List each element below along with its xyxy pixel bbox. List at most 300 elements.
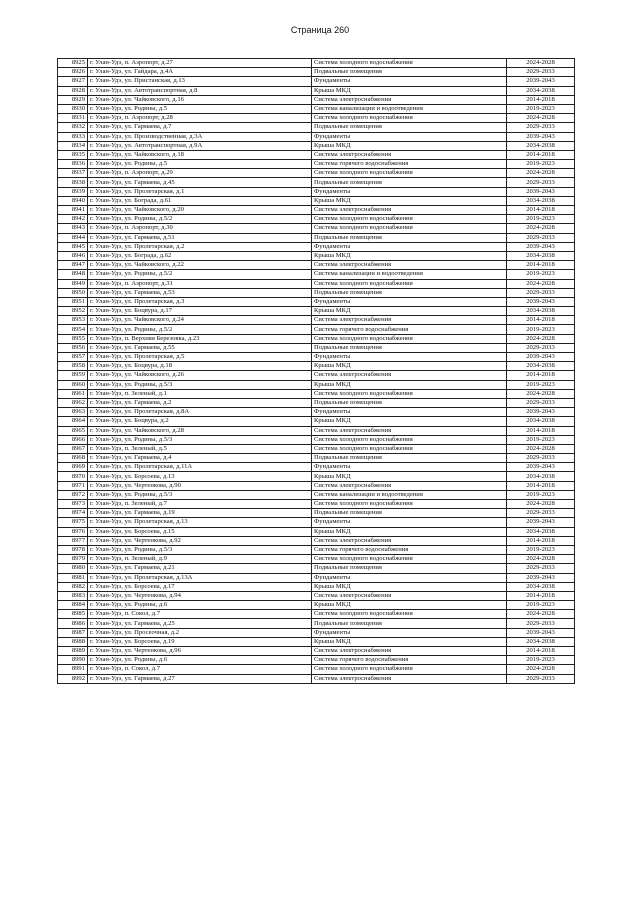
- row-number: 8939: [58, 187, 88, 196]
- table-row: [58, 353, 575, 362]
- row-work-type: Крыша МКД: [312, 141, 507, 150]
- row-work-type: Система горячего водоснабжения: [312, 545, 507, 554]
- row-address: г. Улан-Удэ, ул. Родины, д.5/3: [88, 545, 312, 554]
- row-number: 8978: [58, 545, 88, 554]
- row-period: 2024-2028: [507, 389, 575, 398]
- row-period: 2024-2028: [507, 610, 575, 619]
- row-address: г. Улан-Удэ, ул. Бограда, д.61: [88, 196, 312, 205]
- row-period: 2014-2018: [507, 316, 575, 325]
- row-work-type: Фундаменты: [312, 297, 507, 306]
- table-row: [58, 77, 575, 86]
- row-period: 2039-2043: [507, 518, 575, 527]
- row-address: г. Улан-Удэ, ул. Бограда, д.62: [88, 251, 312, 260]
- row-work-type: Система холодного водоснабжения: [312, 555, 507, 564]
- row-number: 8930: [58, 104, 88, 113]
- row-work-type: Система электроснабжения: [312, 206, 507, 215]
- table-row: [58, 518, 575, 527]
- table-row: [58, 141, 575, 150]
- table-body: [58, 59, 575, 684]
- row-period: 2034-2038: [507, 582, 575, 591]
- row-work-type: Подвальные помещения: [312, 68, 507, 77]
- row-work-type: Фундаменты: [312, 628, 507, 637]
- row-period: 2024-2028: [507, 334, 575, 343]
- table-row: [58, 307, 575, 316]
- table-row: [58, 591, 575, 600]
- row-period: 2019-2023: [507, 601, 575, 610]
- row-work-type: Система электроснабжения: [312, 591, 507, 600]
- row-period: 2029-2033: [507, 233, 575, 242]
- row-address: г. Улан-Удэ, ул. Борсоева, д.15: [88, 527, 312, 536]
- row-period: 2024-2028: [507, 169, 575, 178]
- row-number: 8981: [58, 573, 88, 582]
- page-title: Страница 260: [290, 25, 350, 35]
- table-row: [58, 206, 575, 215]
- row-address: г. Улан-Удэ, ул. Гармаева, д.19: [88, 509, 312, 518]
- row-address: г. Улан-Удэ, п. Зеленый, д.9: [88, 555, 312, 564]
- table-row: [58, 573, 575, 582]
- row-period: 2039-2043: [507, 463, 575, 472]
- row-number: 8946: [58, 251, 88, 260]
- row-period: 2024-2028: [507, 279, 575, 288]
- row-work-type: Подвальные помещения: [312, 343, 507, 352]
- row-number: 8982: [58, 582, 88, 591]
- table-row: [58, 233, 575, 242]
- row-address: г. Улан-Удэ, ул. Пролетарская, д.1: [88, 187, 312, 196]
- row-period: 2014-2018: [507, 591, 575, 600]
- row-period: 2019-2023: [507, 435, 575, 444]
- row-address: г. Улан-Удэ, п. Сокол, д.7: [88, 665, 312, 674]
- table-row: [58, 555, 575, 564]
- row-work-type: Фундаменты: [312, 242, 507, 251]
- row-number: 8984: [58, 601, 88, 610]
- row-period: 2024-2028: [507, 59, 575, 68]
- table-row: [58, 628, 575, 637]
- row-number: 8937: [58, 169, 88, 178]
- row-work-type: Фундаменты: [312, 132, 507, 141]
- row-work-type: Подвальные помещения: [312, 178, 507, 187]
- table-row: [58, 408, 575, 417]
- row-address: г. Улан-Удэ, ул. Гармаева, д.53: [88, 288, 312, 297]
- row-number: 8960: [58, 380, 88, 389]
- table-row: [58, 637, 575, 646]
- row-number: 8979: [58, 555, 88, 564]
- table-row: [58, 619, 575, 628]
- table-row: [58, 674, 575, 683]
- row-address: г. Улан-Удэ, п. Зеленый, д.7: [88, 500, 312, 509]
- row-address: г. Улан-Удэ, ул. Производственная, д.3А: [88, 132, 312, 141]
- row-work-type: Система холодного водоснабжения: [312, 444, 507, 453]
- row-address: г. Улан-Удэ, ул. Гармаева, д.51: [88, 233, 312, 242]
- table-row: [58, 656, 575, 665]
- row-number: 8947: [58, 261, 88, 270]
- row-number: 8992: [58, 674, 88, 683]
- row-number: 8959: [58, 371, 88, 380]
- table-row: [58, 187, 575, 196]
- row-number: 8955: [58, 334, 88, 343]
- row-address: г. Улан-Удэ, ул. Родины, д.5/3: [88, 435, 312, 444]
- row-number: 8934: [58, 141, 88, 150]
- table-row: [58, 59, 575, 68]
- row-period: 2034-2038: [507, 527, 575, 536]
- row-work-type: Система электроснабжения: [312, 316, 507, 325]
- row-work-type: Крыша МКД: [312, 86, 507, 95]
- row-work-type: Система горячего водоснабжения: [312, 325, 507, 334]
- row-address: г. Улан-Удэ, ул. Родины, д.5/3: [88, 380, 312, 389]
- row-work-type: Система электроснабжения: [312, 674, 507, 683]
- row-period: 2034-2038: [507, 196, 575, 205]
- table-row: [58, 435, 575, 444]
- row-address: г. Улан-Удэ, ул. Пролетарская, д.2: [88, 242, 312, 251]
- row-work-type: Крыша МКД: [312, 251, 507, 260]
- row-address: г. Улан-Удэ, ул. Родины, д.5: [88, 104, 312, 113]
- table-row: [58, 371, 575, 380]
- table-row: [58, 178, 575, 187]
- row-address: г. Улан-Удэ, ул. Гармаева, д.2: [88, 398, 312, 407]
- row-number: 8985: [58, 610, 88, 619]
- row-work-type: Система холодного водоснабжения: [312, 59, 507, 68]
- row-number: 8968: [58, 454, 88, 463]
- row-period: 2039-2043: [507, 242, 575, 251]
- row-number: 8972: [58, 490, 88, 499]
- row-number: 8962: [58, 398, 88, 407]
- row-work-type: Система холодного водоснабжения: [312, 610, 507, 619]
- table-row: [58, 500, 575, 509]
- row-number: 8969: [58, 463, 88, 472]
- table-row: [58, 454, 575, 463]
- row-period: 2024-2028: [507, 444, 575, 453]
- table-row: [58, 582, 575, 591]
- row-address: г. Улан-Удэ, ул. Пролетарская, д.3: [88, 297, 312, 306]
- row-work-type: Подвальные помещения: [312, 564, 507, 573]
- row-address: г. Улан-Удэ, п. Аэропорт, д.30: [88, 224, 312, 233]
- table-row: [58, 169, 575, 178]
- row-period: 2029-2033: [507, 178, 575, 187]
- row-period: 2024-2028: [507, 224, 575, 233]
- repair-schedule-table: [57, 58, 575, 684]
- table-row: [58, 417, 575, 426]
- row-period: 2039-2043: [507, 628, 575, 637]
- row-period: 2039-2043: [507, 77, 575, 86]
- table-row: [58, 196, 575, 205]
- table-row: [58, 251, 575, 260]
- row-period: 2034-2038: [507, 362, 575, 371]
- row-number: 8933: [58, 132, 88, 141]
- row-work-type: Фундаменты: [312, 187, 507, 196]
- table-row: [58, 647, 575, 656]
- row-period: 2014-2018: [507, 371, 575, 380]
- row-period: 2029-2033: [507, 454, 575, 463]
- row-number: 8971: [58, 481, 88, 490]
- table-row: [58, 297, 575, 306]
- row-period: 2034-2038: [507, 307, 575, 316]
- row-period: 2014-2018: [507, 261, 575, 270]
- row-address: г. Улан-Удэ, ул. Чайковского, д.18: [88, 150, 312, 159]
- row-period: 2014-2018: [507, 95, 575, 104]
- row-period: 2029-2033: [507, 674, 575, 683]
- table-row: [58, 261, 575, 270]
- row-number: 8929: [58, 95, 88, 104]
- row-number: 8990: [58, 656, 88, 665]
- row-period: 2019-2023: [507, 490, 575, 499]
- row-work-type: Крыша МКД: [312, 472, 507, 481]
- row-address: г. Улан-Удэ, ул. Боцвура, д.18: [88, 362, 312, 371]
- row-period: 2014-2018: [507, 150, 575, 159]
- table-row: [58, 270, 575, 279]
- row-address: г. Улан-Удэ, п. Аэропорт, д.27: [88, 59, 312, 68]
- row-number: 8961: [58, 389, 88, 398]
- table-row: [58, 114, 575, 123]
- row-work-type: Система электроснабжения: [312, 261, 507, 270]
- row-work-type: Подвальные помещения: [312, 619, 507, 628]
- row-number: 8963: [58, 408, 88, 417]
- row-period: 2039-2043: [507, 353, 575, 362]
- row-number: 8944: [58, 233, 88, 242]
- row-address: г. Улан-Удэ, п. Аэропорт, д.29: [88, 169, 312, 178]
- row-number: 8991: [58, 665, 88, 674]
- row-period: 2019-2023: [507, 545, 575, 554]
- row-address: г. Улан-Удэ, п. Аэропорт, д.28: [88, 114, 312, 123]
- row-address: г. Улан-Удэ, ул. Чайковского, д.22: [88, 261, 312, 270]
- row-number: 8966: [58, 435, 88, 444]
- row-address: г. Улан-Удэ, ул. Гайдара, д.4А: [88, 68, 312, 77]
- row-work-type: Подвальные помещения: [312, 288, 507, 297]
- row-work-type: Система электроснабжения: [312, 647, 507, 656]
- row-number: 8950: [58, 288, 88, 297]
- row-number: 8931: [58, 114, 88, 123]
- row-work-type: Подвальные помещения: [312, 509, 507, 518]
- row-period: 2039-2043: [507, 408, 575, 417]
- row-address: г. Улан-Удэ, ул. Родины, д.5/2: [88, 215, 312, 224]
- row-work-type: Система электроснабжения: [312, 426, 507, 435]
- row-period: 2029-2033: [507, 343, 575, 352]
- row-work-type: Фундаменты: [312, 518, 507, 527]
- row-number: 8958: [58, 362, 88, 371]
- table-row: [58, 279, 575, 288]
- table-row: [58, 334, 575, 343]
- row-number: 8943: [58, 224, 88, 233]
- row-address: г. Улан-Удэ, ул. Пролетарская, д.13А: [88, 573, 312, 582]
- row-period: 2034-2038: [507, 472, 575, 481]
- row-address: г. Улан-Удэ, ул. Чертенкова, д.90: [88, 481, 312, 490]
- table-row: [58, 426, 575, 435]
- row-address: г. Улан-Удэ, ул. Родины, д.6: [88, 601, 312, 610]
- row-period: 2029-2033: [507, 68, 575, 77]
- row-work-type: Крыша МКД: [312, 380, 507, 389]
- row-address: г. Улан-Удэ, ул. Пролетарская, д.8А: [88, 408, 312, 417]
- row-address: г. Улан-Удэ, п. Сокол, д.7: [88, 610, 312, 619]
- row-address: г. Улан-Удэ, ул. Гармаева, д.21: [88, 564, 312, 573]
- row-number: 8936: [58, 160, 88, 169]
- row-period: 2034-2038: [507, 637, 575, 646]
- row-address: г. Улан-Удэ, ул. Борсоева, д.13: [88, 472, 312, 481]
- row-number: 8938: [58, 178, 88, 187]
- row-address: г. Улан-Удэ, п. Аэропорт, д.31: [88, 279, 312, 288]
- row-address: г. Улан-Удэ, ул. Пролетарская, д.13: [88, 518, 312, 527]
- table-row: [58, 481, 575, 490]
- table-row: [58, 316, 575, 325]
- row-work-type: Система холодного водоснабжения: [312, 665, 507, 674]
- row-work-type: Система канализации и водоотведения: [312, 270, 507, 279]
- row-address: г. Улан-Удэ, ул. Чайковского, д.20: [88, 206, 312, 215]
- row-work-type: Крыша МКД: [312, 196, 507, 205]
- row-number: 8948: [58, 270, 88, 279]
- row-work-type: Система холодного водоснабжения: [312, 114, 507, 123]
- row-address: г. Улан-Удэ, ул. Борсоева, д.17: [88, 582, 312, 591]
- row-work-type: Крыша МКД: [312, 527, 507, 536]
- table-row: [58, 362, 575, 371]
- row-number: 8987: [58, 628, 88, 637]
- table-row: [58, 104, 575, 113]
- row-address: г. Улан-Удэ, ул. Гармаева, д.4: [88, 454, 312, 463]
- row-period: 2019-2023: [507, 380, 575, 389]
- row-address: г. Улан-Удэ, ул. Пролетарская, д.11А: [88, 463, 312, 472]
- table-row: [58, 610, 575, 619]
- row-work-type: Система электроснабжения: [312, 95, 507, 104]
- row-period: 2039-2043: [507, 132, 575, 141]
- row-number: 8974: [58, 509, 88, 518]
- row-period: 2029-2033: [507, 619, 575, 628]
- table-row: [58, 490, 575, 499]
- row-address: г. Улан-Удэ, ул. Чертенкова, д.92: [88, 536, 312, 545]
- table-row: [58, 224, 575, 233]
- row-period: 2019-2023: [507, 656, 575, 665]
- row-work-type: Крыша МКД: [312, 601, 507, 610]
- row-period: 2029-2033: [507, 123, 575, 132]
- row-address: г. Улан-Удэ, ул. Чертенкова, д.94: [88, 591, 312, 600]
- row-period: 2024-2028: [507, 114, 575, 123]
- row-address: г. Улан-Удэ, ул. Гармаева, д.45: [88, 178, 312, 187]
- row-period: 2039-2043: [507, 573, 575, 582]
- table-row: [58, 242, 575, 251]
- row-address: г. Улан-Удэ, ул. Гармаева, д.7: [88, 123, 312, 132]
- row-work-type: Система холодного водоснабжения: [312, 224, 507, 233]
- row-address: г. Улан-Удэ, ул. Чертенкова, д.96: [88, 647, 312, 656]
- row-number: 8940: [58, 196, 88, 205]
- row-address: г. Улан-Удэ, ул. Борсоева, д.19: [88, 637, 312, 646]
- row-number: 8967: [58, 444, 88, 453]
- table-row: [58, 472, 575, 481]
- row-address: г. Улан-Удэ, ул. Чайковского, д.24: [88, 316, 312, 325]
- table-row: [58, 564, 575, 573]
- table-row: [58, 288, 575, 297]
- row-address: г. Улан-Удэ, ул. Гармаева, д.27: [88, 674, 312, 683]
- row-number: 8949: [58, 279, 88, 288]
- row-number: 8976: [58, 527, 88, 536]
- row-period: 2019-2023: [507, 270, 575, 279]
- row-period: 2029-2033: [507, 564, 575, 573]
- row-work-type: Система холодного водоснабжения: [312, 500, 507, 509]
- row-address: г. Улан-Удэ, ул. Боцвура, д.17: [88, 307, 312, 316]
- row-period: 2039-2043: [507, 187, 575, 196]
- row-work-type: Фундаменты: [312, 463, 507, 472]
- row-address: г. Улан-Удэ, ул. Чайковского, д.28: [88, 426, 312, 435]
- row-address: г. Улан-Удэ, ул. Автотранспортная, д.8: [88, 86, 312, 95]
- row-address: г. Улан-Удэ, ул. Автотранспортная, д.9А: [88, 141, 312, 150]
- row-work-type: Система холодного водоснабжения: [312, 169, 507, 178]
- row-address: г. Улан-Удэ, п. Зеленый, д.1: [88, 389, 312, 398]
- row-work-type: Система холодного водоснабжения: [312, 215, 507, 224]
- row-number: 8935: [58, 150, 88, 159]
- row-address: г. Улан-Удэ, п. Верхняя Березовка, д.23: [88, 334, 312, 343]
- row-period: 2034-2038: [507, 251, 575, 260]
- row-work-type: Система канализации и водоотведения: [312, 490, 507, 499]
- row-number: 8952: [58, 307, 88, 316]
- row-number: 8951: [58, 297, 88, 306]
- row-period: 2034-2038: [507, 141, 575, 150]
- table-row: [58, 343, 575, 352]
- row-work-type: Система электроснабжения: [312, 371, 507, 380]
- row-period: 2029-2033: [507, 288, 575, 297]
- row-address: г. Улан-Удэ, ул. Родины, д.5/2: [88, 325, 312, 334]
- row-number: 8970: [58, 472, 88, 481]
- row-address: г. Улан-Удэ, ул. Гармаева, д.55: [88, 343, 312, 352]
- table-row: [58, 665, 575, 674]
- table-row: [58, 68, 575, 77]
- row-work-type: Подвальные помещения: [312, 123, 507, 132]
- row-work-type: Система электроснабжения: [312, 150, 507, 159]
- row-work-type: Система холодного водоснабжения: [312, 334, 507, 343]
- row-work-type: Фундаменты: [312, 573, 507, 582]
- table-row: [58, 380, 575, 389]
- row-address: г. Улан-Удэ, ул. Родины, д.5/2: [88, 270, 312, 279]
- row-number: 8980: [58, 564, 88, 573]
- row-address: г. Улан-Удэ, ул. Гармаева, д.25: [88, 619, 312, 628]
- row-period: 2014-2018: [507, 206, 575, 215]
- row-address: г. Улан-Удэ, ул. Просеочная, д.2: [88, 628, 312, 637]
- table-row: [58, 215, 575, 224]
- row-period: 2014-2018: [507, 481, 575, 490]
- row-period: 2024-2028: [507, 500, 575, 509]
- row-work-type: Система горячего водоснабжения: [312, 656, 507, 665]
- row-work-type: Фундаменты: [312, 77, 507, 86]
- row-period: 2024-2028: [507, 665, 575, 674]
- table-row: [58, 398, 575, 407]
- row-address: г. Улан-Удэ, ул. Чайковского, д.26: [88, 371, 312, 380]
- row-work-type: Система холодного водоснабжения: [312, 389, 507, 398]
- table-row: [58, 463, 575, 472]
- row-work-type: Система горячего водоснабжения: [312, 160, 507, 169]
- row-period: 2024-2028: [507, 555, 575, 564]
- row-period: 2029-2033: [507, 509, 575, 518]
- row-number: 8975: [58, 518, 88, 527]
- row-address: г. Улан-Удэ, ул. Пролетарская, д.5: [88, 353, 312, 362]
- table-row: [58, 509, 575, 518]
- row-work-type: Фундаменты: [312, 353, 507, 362]
- row-number: 8954: [58, 325, 88, 334]
- row-work-type: Система канализации и водоотведения: [312, 104, 507, 113]
- row-period: 2019-2023: [507, 104, 575, 113]
- row-address: г. Улан-Удэ, ул. Чайковского, д.16: [88, 95, 312, 104]
- row-work-type: Система холодного водоснабжения: [312, 435, 507, 444]
- row-period: 2029-2033: [507, 398, 575, 407]
- row-period: 2014-2018: [507, 426, 575, 435]
- row-period: 2014-2018: [507, 647, 575, 656]
- table-row: [58, 536, 575, 545]
- row-work-type: Крыша МКД: [312, 307, 507, 316]
- table-row: [58, 527, 575, 536]
- row-number: 8983: [58, 591, 88, 600]
- row-number: 8973: [58, 500, 88, 509]
- row-number: 8941: [58, 206, 88, 215]
- row-work-type: Подвальные помещения: [312, 398, 507, 407]
- row-work-type: Крыша МКД: [312, 362, 507, 371]
- row-work-type: Фундаменты: [312, 408, 507, 417]
- row-period: 2034-2038: [507, 417, 575, 426]
- table-row: [58, 325, 575, 334]
- row-number: 8964: [58, 417, 88, 426]
- row-address: г. Улан-Удэ, ул. Родины, д.5: [88, 160, 312, 169]
- row-number: 8988: [58, 637, 88, 646]
